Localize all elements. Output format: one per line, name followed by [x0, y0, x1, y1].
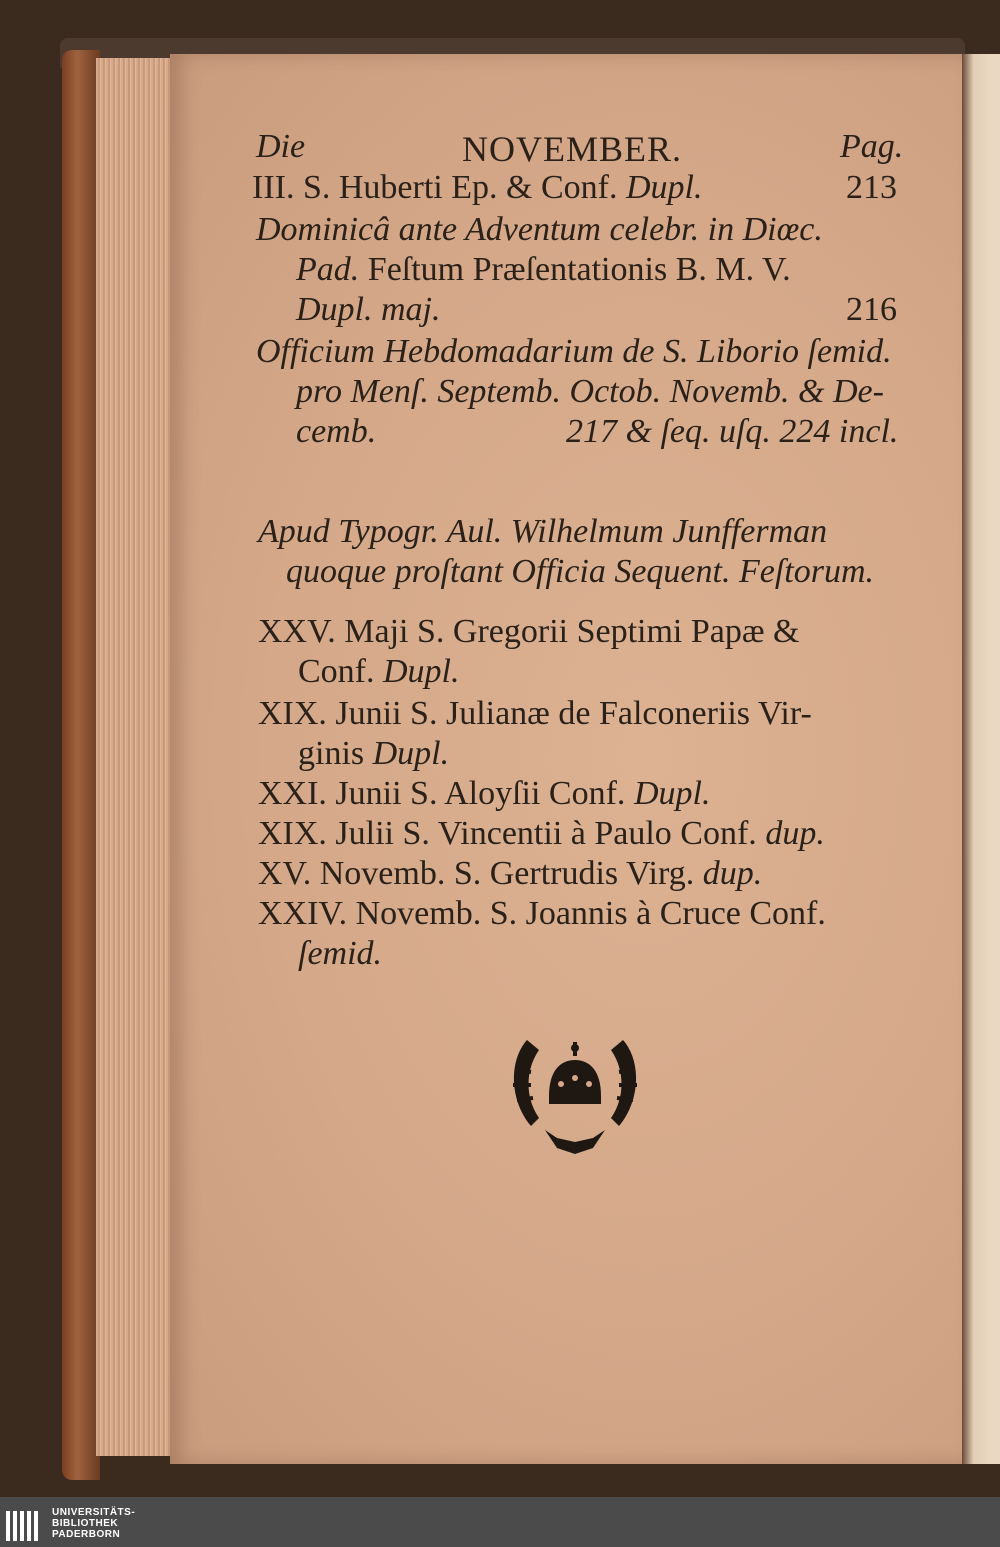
entry-dominica-page: 216 — [846, 291, 897, 328]
library-logo-icon — [6, 1511, 44, 1541]
notice-line1: Apud Typogr. Aul. Wilhelmum Junfferman — [258, 513, 828, 550]
header-month: NOVEMBER. — [462, 129, 683, 169]
book-spine — [62, 50, 100, 1480]
feast-julianae-line1: XIX. Junii S. Julianæ de Falconeriis Vir- — [258, 695, 812, 732]
entry-dominica-pad: Pad. — [296, 251, 360, 288]
logo-line-3: PADERBORN — [52, 1529, 121, 1540]
feast-gertrudis-text: XV. Novemb. S. Gertrudis Virg. — [258, 855, 695, 892]
entry-hubert — [252, 168, 702, 208]
feast-gregorii-line1: XXV. Maji S. Gregorii Septimi Papæ & — [258, 613, 800, 650]
entry-hubert-page: 213 — [846, 169, 897, 206]
feast-aloysii-rank: Dupl. — [633, 775, 711, 812]
entry-officium-line3b: 217 & ſeq. uſq. 224 incl. — [566, 413, 899, 450]
feast-julianae-line2 — [298, 734, 449, 774]
entry-dominica-line1: Dominicâ ante Adventum celebr. in Diœc. — [256, 211, 823, 248]
feast-aloysii-text: XXI. Junii S. Aloyſii Conf. — [258, 775, 626, 812]
feast-julianae-rank: Dupl. — [372, 735, 450, 772]
facing-page-edge — [962, 54, 1000, 1464]
feast-aloysii — [258, 774, 710, 814]
entry-officium-line1: Officium Hebdomadarium de S. Liborio ſemid. — [256, 333, 892, 370]
library-logo-text — [52, 1507, 135, 1540]
logo-line-2: BIBLIOTHEK — [52, 1518, 119, 1529]
feast-vincentii-text: XIX. Julii S. Vincentii à Paulo Conf. — [258, 815, 757, 852]
feast-gregorii-rank: Dupl. — [383, 653, 460, 690]
header-die: Die — [256, 128, 306, 165]
logo-line-1: UNIVERSITÄTS- — [52, 1507, 136, 1518]
entry-dominica-line2 — [296, 250, 791, 290]
feast-gregorii-line2 — [298, 652, 460, 692]
feast-gertrudis-rank: dup. — [702, 855, 763, 892]
feast-joannis-line1: XXIV. Novemb. S. Joannis à Cruce Conf. — [258, 895, 826, 932]
feast-joannis-line2: ſemid. — [298, 935, 383, 972]
entry-officium-line2: pro Menſ. Septemb. Octob. Novemb. & De- — [296, 373, 884, 410]
header-pag: Pag. — [840, 128, 904, 165]
entry-dominica-feast: Feſtum Præſentationis B. M. V. — [367, 251, 791, 288]
crown-ornament-icon — [505, 1030, 645, 1160]
feast-julianae-virginis: ginis — [298, 735, 365, 772]
feast-vincentii-rank: dup. — [765, 815, 825, 852]
notice-line2: quoque proſtant Officia Sequent. Feſtorum. — [286, 553, 874, 590]
feast-gregorii-conf: Conf. — [298, 653, 375, 690]
entry-dominica-line3: Dupl. maj. — [296, 291, 441, 328]
entry-officium-line3a: cemb. — [296, 413, 377, 450]
entry-hubert-rank: Dupl. — [625, 169, 703, 206]
library-footer — [0, 1497, 1000, 1547]
feast-vincentii — [258, 814, 825, 854]
feast-gertrudis — [258, 854, 762, 894]
entry-hubert-text: III. S. Huberti Ep. & Conf. — [252, 169, 618, 206]
